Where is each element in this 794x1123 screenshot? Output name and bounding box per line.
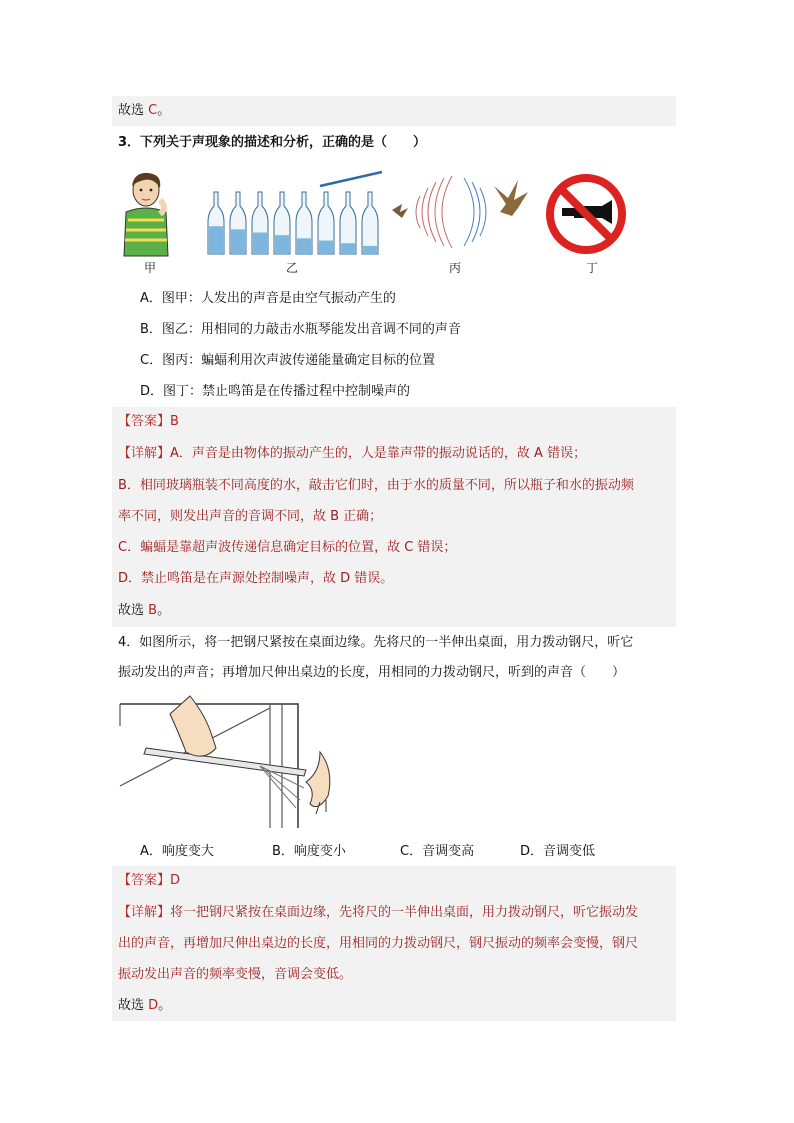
- detail-text: A．声音是由物体的振动产生的，人是靠声带的振动说话的，故 A 错误；: [170, 446, 587, 461]
- answer-value: D: [170, 873, 181, 888]
- ruler-table-figure: [120, 696, 360, 828]
- q4-detail-line-3: 振动发出声音的频率变慢，音调会变低。: [118, 967, 353, 982]
- answer-label: 【答案】: [118, 873, 171, 888]
- prev-conclusion-band: [112, 96, 676, 126]
- detail-label: 【详解】: [118, 905, 171, 920]
- q4-option-c: C．音调变高: [400, 844, 475, 859]
- caption-yi: 乙: [286, 261, 299, 275]
- q4-option-a: A．响度变大: [140, 844, 214, 859]
- detail-text: 将一把钢尺紧按在桌面边缘，先将尺的一半伸出桌面，用力拨动钢尺，听它振动发: [170, 905, 639, 920]
- caption-ding: 丁: [586, 261, 599, 275]
- q3-detail-line-5: D．禁止鸣笛是在声源处控制噪声，故 D 错误。: [118, 571, 394, 586]
- conclusion-prefix: 故选: [118, 103, 149, 118]
- water-bottles: [204, 172, 384, 256]
- conclusion-answer: D: [148, 998, 159, 1013]
- q3-option-a: A．图甲：人发出的声音是由空气振动产生的: [140, 291, 396, 306]
- prev-conclusion: [118, 101, 170, 121]
- no-horn-sign: [544, 172, 628, 256]
- q3-detail-line-2: B．相同玻璃瓶装不同高度的水，敲击它们时，由于水的质量不同，所以瓶子和水的振动频: [118, 478, 634, 493]
- q4-stem-line-2: 振动发出的声音；再增加尺伸出桌边的长度，用相同的力拨动钢尺，听到的声音（ ）: [118, 665, 626, 680]
- conclusion-prefix: 故选: [118, 603, 149, 618]
- q3-detail-line-3: 率不同，则发出声音的音调不同，故 B 正确；: [118, 509, 383, 524]
- q3-option-c: C．图丙：蝙蝠利用次声波传递能量确定目标的位置: [140, 353, 436, 368]
- q3-option-b: B．图乙：用相同的力敲击水瓶琴能发出音调不同的声音: [140, 322, 461, 337]
- q4-option-d: D．音调变低: [520, 844, 596, 859]
- caption-jia: 甲: [144, 261, 157, 275]
- q3-detail-line-1: [118, 444, 586, 464]
- q3-answer: [118, 412, 179, 432]
- answer-label: 【答案】: [118, 414, 171, 429]
- q4-detail-line-1: [118, 903, 638, 923]
- answer-value: B: [170, 414, 179, 429]
- conclusion-prefix: 故选: [118, 998, 149, 1013]
- q3-conclusion: [118, 601, 170, 621]
- q4-option-b: B．响度变小: [272, 844, 346, 859]
- q4-conclusion: [118, 996, 171, 1016]
- q4-stem-line-1: 4．如图所示，将一把钢尺紧按在桌面边缘。先将尺的一半伸出桌面，用力拨动钢尺，听它: [118, 635, 634, 650]
- q3-stem: 3．下列关于声现象的描述和分析，正确的是（ ）: [118, 135, 427, 150]
- q3-detail-line-4: C．蝙蝠是靠超声波传递信息确定目标的位置，故 C 错误；: [118, 540, 457, 555]
- boy-figure: [120, 168, 176, 256]
- conclusion-answer: B: [148, 603, 158, 618]
- detail-label: 【详解】: [118, 446, 171, 461]
- conclusion-suffix: 。: [157, 603, 171, 618]
- conclusion-suffix: 。: [157, 103, 171, 118]
- q4-answer: [118, 871, 180, 891]
- q4-detail-line-2: 出的声音，再增加尺伸出桌边的长度，用相同的力拨动钢尺，钢尺振动的频率会变慢，钢尺: [118, 936, 639, 951]
- conclusion-answer: C: [148, 103, 158, 118]
- bat-sound-waves: [390, 172, 540, 256]
- q3-option-d: D．图丁：禁止鸣笛是在传播过程中控制噪声的: [140, 384, 411, 399]
- caption-bing: 丙: [449, 261, 462, 275]
- conclusion-suffix: 。: [158, 998, 172, 1013]
